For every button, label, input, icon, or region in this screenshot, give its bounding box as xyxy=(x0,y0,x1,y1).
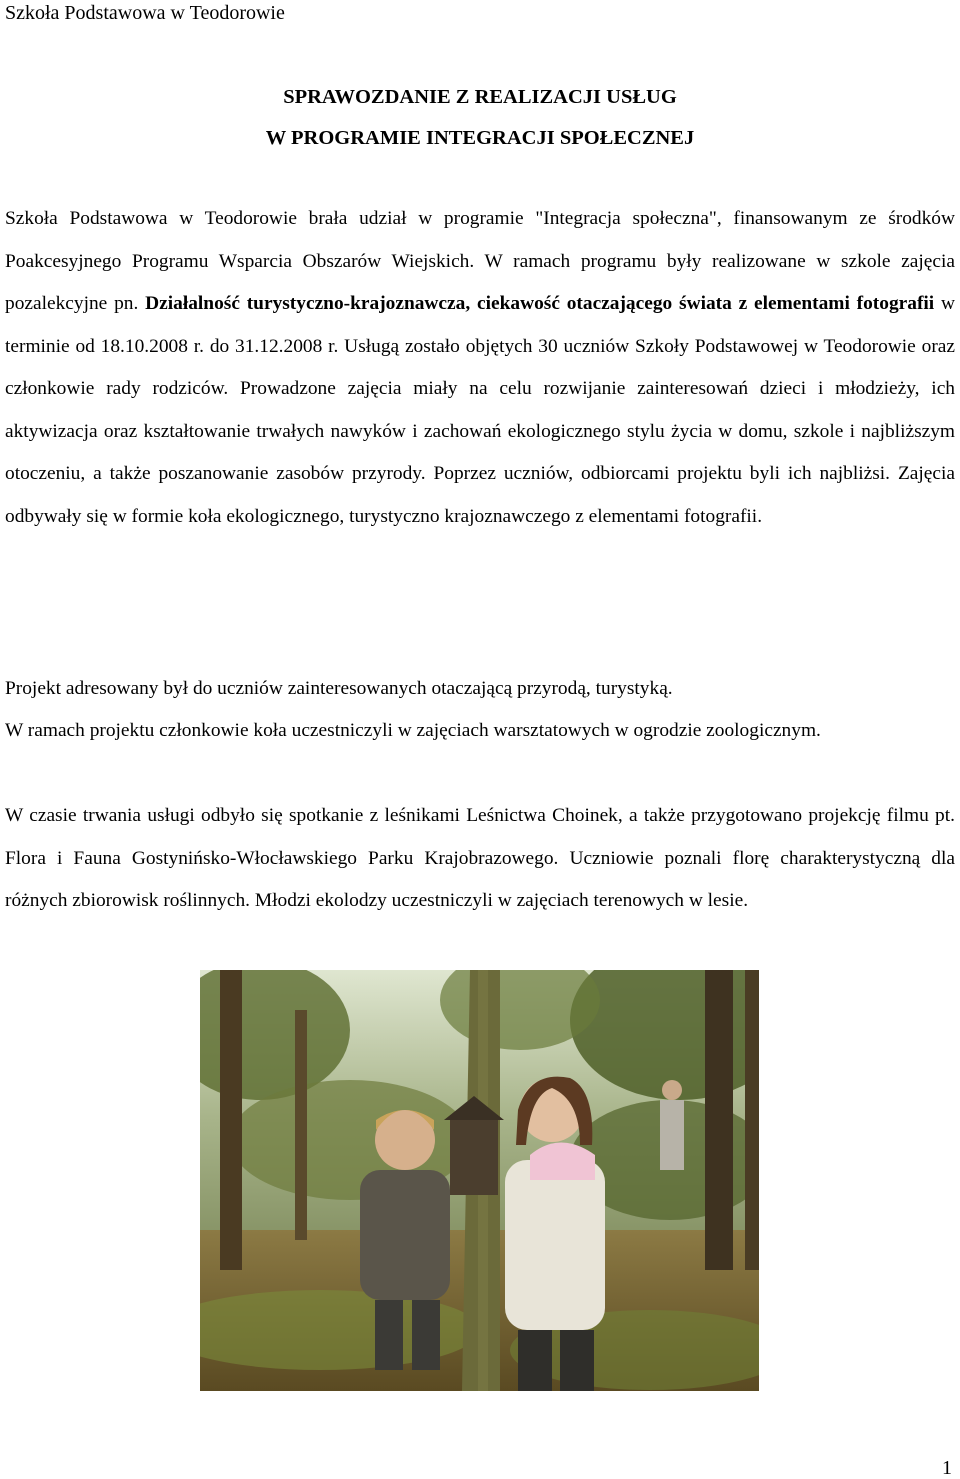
photo-children-at-birdhouse xyxy=(200,970,759,1391)
paragraph-foresters-meeting: W czasie trwania usługi odbyło się spotkanie z leśnikami Leśnictwa Choinek, a także przygotowano projekcję filmu pt. Flora i Fauna Gostynińsko-Włocławskiego Parku Krajobrazowego. Uczniowie poznali florę charakterystyczną dla różnych zbiorowisk roślinnych. Młodzi ekolodzy uczestniczyli w zajęciach terenowych w lesie. xyxy=(5,805,955,911)
page-number: 1 xyxy=(942,1457,952,1479)
paragraph-program-description xyxy=(5,198,955,538)
paragraph-text: w terminie od 18.10.2008 r. do 31.12.2008 r. Usługą zostało objętych 30 uczniów Szkoły Podstawowej w Teodorowie oraz członkowie rady rodziców. Prowadzone zajęcia miały na celu rozwijanie zainteresowań dzieci i młodzieży, ich aktywizacja oraz kształtowanie trwałych nawyków i zachowań ekologicznego stylu życia w domu, szkole i najbliższym otoczeniu, a także poszanowanie zasobów przyrody. Poprzez uczniów, odbiorcami projektu byli ich najbliżsi. Zajęcia odbywały się w formie koła ekologicznego, turystyczno krajoznawczego z elementami fotografii. xyxy=(5,293,955,527)
school-name-header: Szkoła Podstawowa w Teodorowie xyxy=(5,2,285,24)
report-title-line-1: SPRAWOZDANIE Z REALIZACJI USŁUG xyxy=(283,86,677,108)
paragraph-text: Szkoła Podstawowa w Teodorowie brała udział w programie "Integracja społeczna", finansowanym ze środków Poakcesyjnego Programu Wsparcia Obszarów Wiejskich. W ramach programu były realizowane w szkole zajęcia pozalekcyjne pn. xyxy=(5,208,955,314)
report-title-line-2: W PROGRAMIE INTEGRACJI SPOŁECZNEJ xyxy=(265,127,695,149)
paragraph-zoo-workshops: W ramach projektu członkowie koła uczestniczyli w zajęciach warsztatowych w ogrodzie zoologicznym. xyxy=(5,720,821,741)
activity-name-bold: Działalność turystyczno-krajoznawcza, ciekawość otaczającego świata z elementami fotografii xyxy=(145,293,935,314)
paragraph-project-audience: Projekt adresowany był do uczniów zainteresowanych otaczającą przyrodą, turystyką. xyxy=(5,678,673,699)
